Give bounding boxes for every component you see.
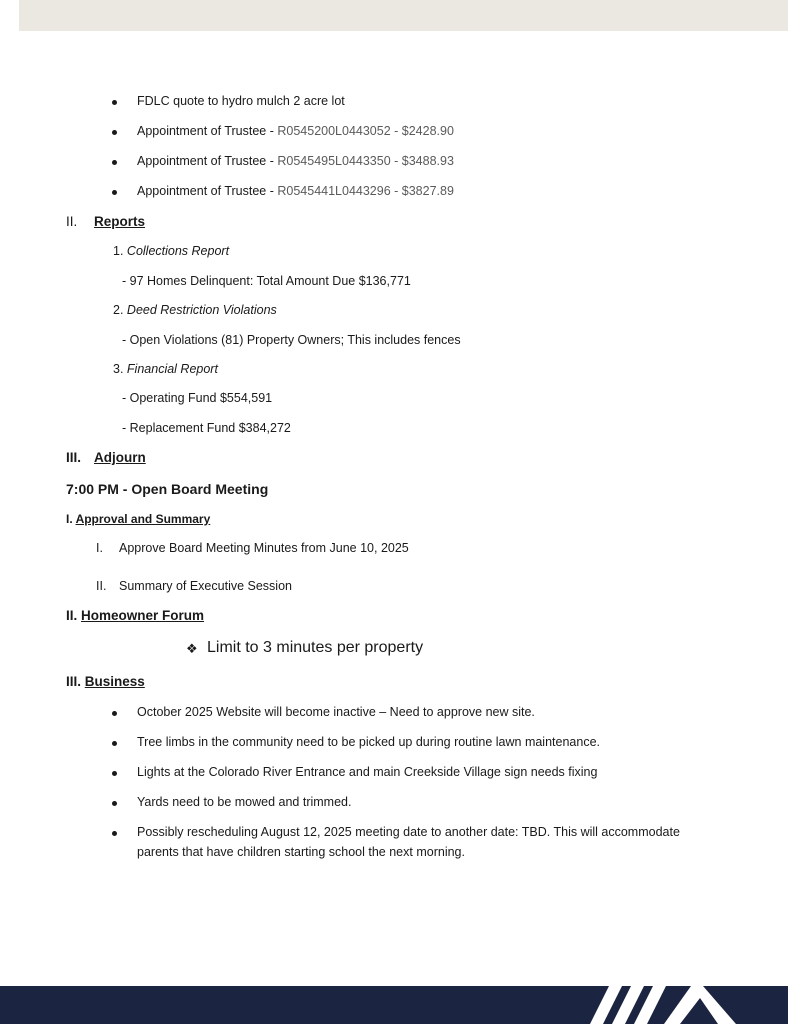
section-heading-business: III. Business (66, 674, 145, 689)
report-detail: - Replacement Fund $384,272 (122, 421, 291, 435)
bullet-icon (112, 190, 117, 195)
report-item-title: 1. Collections Report (113, 244, 230, 258)
bullet-icon (112, 801, 117, 806)
item-detail: R0545495L0443350 - $3488.93 (277, 154, 454, 168)
list-item: Summary of Executive Session (119, 579, 292, 593)
report-detail: - 97 Homes Delinquent: Total Amount Due $136,771 (122, 274, 411, 288)
list-item: Approve Board Meeting Minutes from June 10, 2025 (119, 541, 409, 555)
bullet-icon (112, 711, 117, 716)
section-heading-reports: Reports (94, 214, 146, 229)
item-label: Appointment of Trustee - (137, 124, 278, 138)
bullet-icon (112, 100, 117, 105)
report-detail: - Operating Fund $554,591 (122, 391, 273, 405)
diamond-bullet-icon: ❖ (186, 641, 198, 656)
item-label: Appointment of Trustee - (137, 184, 278, 198)
report-item-title: 2. Deed Restriction Violations (113, 303, 277, 317)
bullet-icon (112, 130, 117, 135)
item-label: FDLC quote to hydro mulch 2 acre lot (137, 94, 345, 108)
section-heading-approval: I. Approval and Summary (66, 512, 211, 526)
forum-note: Limit to 3 minutes per property (207, 639, 424, 656)
section-heading-adjourn: Adjourn (94, 450, 146, 465)
item-detail: R0545441L0443296 - $3827.89 (277, 184, 454, 198)
section-numeral: II. (66, 214, 78, 229)
bullet-icon (112, 160, 117, 165)
list-item-numeral: II. (96, 579, 107, 593)
header-band (19, 0, 788, 31)
list-item-numeral: I. (96, 541, 103, 555)
item-label: Appointment of Trustee - (137, 154, 278, 168)
footer-band (0, 986, 788, 1024)
list-item-continuation: parents that have children starting school the next morning. (137, 845, 465, 859)
item-detail: R0545200L0443052 - $2428.90 (277, 124, 454, 138)
stripes-logo (0, 986, 788, 1024)
page-title: 7:00 PM - Open Board Meeting (66, 481, 269, 497)
section-heading-forum: II. Homeowner Forum (66, 608, 205, 623)
bullet-icon (112, 771, 117, 776)
section-numeral: III. (66, 450, 82, 465)
bullet-icon (112, 741, 117, 746)
report-detail: - Open Violations (81) Property Owners; This includes fences (122, 333, 461, 347)
report-item-title: 3. Financial Report (113, 362, 218, 376)
bullet-icon (112, 831, 117, 836)
